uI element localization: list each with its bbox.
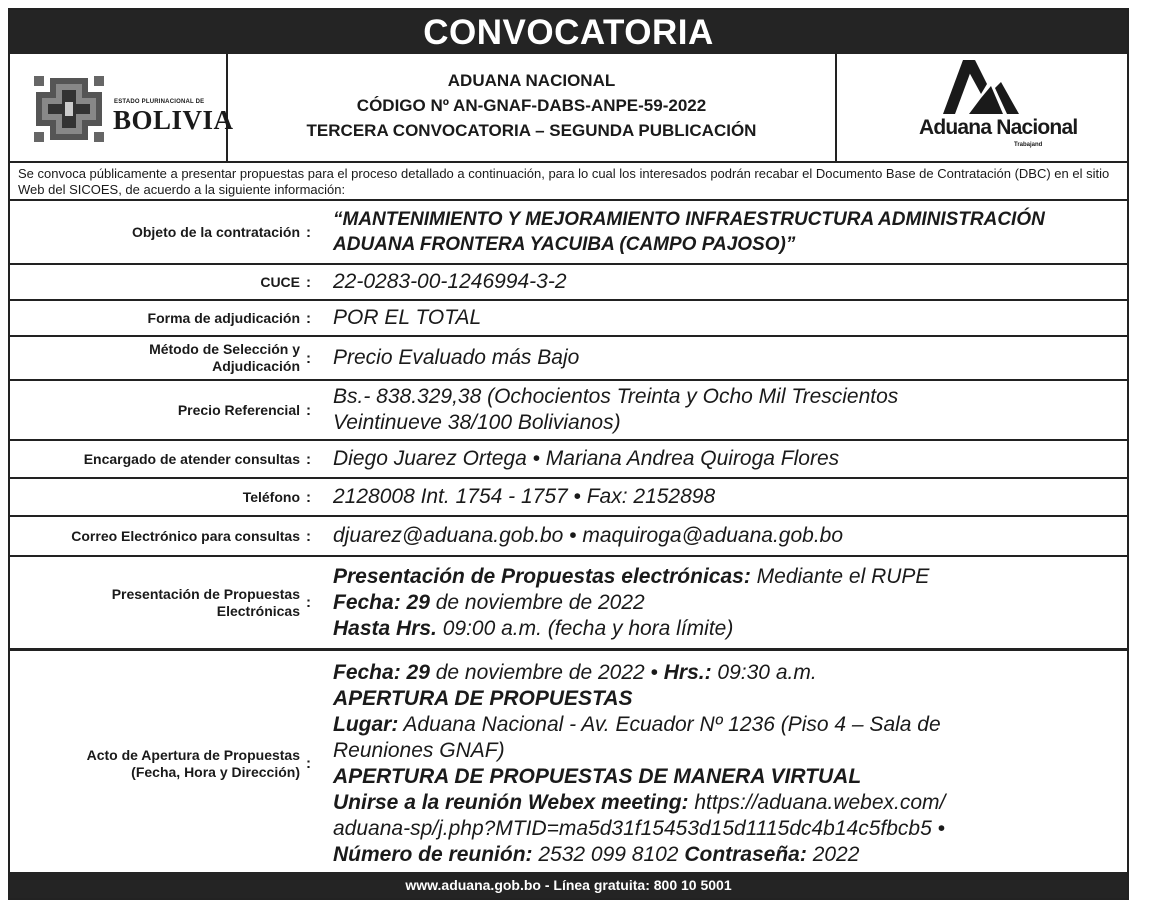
- header-center: [228, 54, 837, 161]
- value-metodo: Precio Evaluado más Bajo: [333, 346, 580, 369]
- header-line-code: CÓDIGO Nº AN-GNAF-DABS-ANPE-59-2022: [356, 96, 707, 115]
- value-presentacion: Presentación de Propuestas electrónicas: Mediante el RUPE Fecha: 29 de noviembre de 2022 Hasta Hrs. 09:00 a.m. (fecha y hora límite): [333, 564, 930, 640]
- value-precio: Bs.- 838.329,38 (Ochocientos Treinta y Ocho Mil Trescientos Veintinueve 38/100 Bolivianos): [333, 385, 899, 434]
- row-presentacion: Presentación de Propuestas Electrónicas : Presentación de Propuestas electrónicas: Mediante el RUPE Fecha: 29 de noviembre de 2022 Hasta Hrs. 09:00 a.m. (fecha y hora límite): [10, 557, 1127, 651]
- label-objeto: Objeto de la contratación: [131, 223, 300, 240]
- header-line-publication: TERCERA CONVOCATORIA – SEGUNDA PUBLICACIÓN: [306, 121, 757, 140]
- row-correo: Correo Electrónico para consultas : djuarez@aduana.gob.bo • maquiroga@aduana.gob.bo: [10, 517, 1127, 557]
- row-telefono: Teléfono : 2128008 Int. 1754 - 1757 • Fax: 2152898: [10, 479, 1127, 517]
- aduana-logo: [897, 58, 1077, 158]
- label-telefono: Teléfono: [242, 488, 300, 505]
- row-metodo: Método de Selección y Adjudicación : Precio Evaluado más Bajo: [10, 337, 1127, 381]
- label-forma: Forma de adjudicación: [147, 309, 300, 326]
- bolivia-logo: [32, 74, 234, 144]
- row-forma: Forma de adjudicación : POR EL TOTAL: [10, 301, 1127, 337]
- bolivia-emblem-icon: [32, 74, 106, 144]
- label-metodo: Método de Selección y Adjudicación: [149, 341, 300, 374]
- row-cuce: CUCE : 22-0283-00-1246994-3-2: [10, 265, 1127, 301]
- footer-bar: www.aduana.gob.bo - Línea gratuita: 800 10 5001: [10, 872, 1127, 898]
- value-forma: POR EL TOTAL: [333, 306, 482, 329]
- notice-header: [10, 54, 1127, 163]
- label-presentacion: Presentación de Propuestas Electrónicas: [111, 585, 300, 619]
- label-correo: Correo Electrónico para consultas: [71, 527, 300, 544]
- label-encargado: Encargado de atender consultas: [83, 450, 300, 467]
- row-apertura: Acto de Apertura de Propuestas (Fecha, Hora y Dirección) : Fecha: 29 de noviembre de 2022 • Hrs.: 09:30 a.m. APERTURA DE PROPUESTAS Lugar: Aduana Nacional - Av. Ecuador Nº 1236 (Piso 4 – Sala de Reuniones GNAF) APERTURA DE PROPUESTAS DE MANERA VIRTUAL Unirse a la reunión Webex meeting: https://aduana.webex.com/ aduana-sp/j.php?MTID=ma5d31f15453d15d1115dc4b14c5fbcb5 • Número de reunión: 2532 099 8102 Contraseña: 2022: [10, 651, 1127, 876]
- aduana-logo-tagline: Trabajand: [1014, 142, 1043, 148]
- intro-paragraph: Se convoca públicamente a presentar propuestas para el proceso detallado a continuación, para lo cual los interesados podrán recabar el Documento Base de Contratación (DBC) en el sitio Web del SICOES, de acuerdo a la siguiente información:: [10, 163, 1127, 201]
- value-apertura: Fecha: 29 de noviembre de 2022 • Hrs.: 09:30 a.m. APERTURA DE PROPUESTAS Lugar: Aduana Nacional - Av. Ecuador Nº 1236 (Piso 4 – Sala de Reuniones GNAF) APERTURA DE PROPUESTAS DE MANERA VIRTUAL Unirse a la reunión Webex meeting: https://aduana.webex.com/ aduana-sp/j.php?MTID=ma5d31f15453d15d1115dc4b14c5fbcb5 • Número de reunión: 2532 099 8102 Contraseña: 2022: [333, 660, 946, 866]
- bolivia-logo-cell: [10, 54, 234, 161]
- label-cuce: CUCE: [260, 273, 300, 290]
- bolivia-logo-small-text: ESTADO PLURINACIONAL DE: [114, 99, 205, 105]
- convocatoria-notice: [8, 8, 1129, 900]
- value-encargado: Diego Juarez Ortega • Mariana Andrea Quiroga Flores: [333, 447, 840, 470]
- aduana-logo-text: Aduana Nacional: [919, 116, 1078, 139]
- aduana-mountain-icon: [925, 58, 1045, 118]
- notice-title: CONVOCATORIA: [10, 10, 1127, 54]
- row-precio: Precio Referencial : Bs.- 838.329,38 (Ochocientos Treinta y Ocho Mil Trescientos Veintinueve 38/100 Bolivianos): [10, 381, 1127, 441]
- aduana-logo-cell: [837, 54, 1127, 161]
- label-precio: Precio Referencial: [177, 401, 300, 418]
- label-apertura: Acto de Apertura de Propuestas (Fecha, Hora y Dirección): [86, 746, 300, 780]
- value-correo: djuarez@aduana.gob.bo • maquiroga@aduana.gob.bo: [333, 524, 844, 547]
- value-objeto: “MANTENIMIENTO Y MEJORAMIENTO INFRAESTRUCTURA ADMINISTRACIÓN ADUANA FRONTERA YACUIBA (CAMPO PAJOSO)”: [333, 209, 1045, 255]
- header-line-entity: ADUANA NACIONAL: [447, 71, 616, 90]
- row-encargado: Encargado de atender consultas : Diego Juarez Ortega • Mariana Andrea Quiroga Flores: [10, 441, 1127, 479]
- value-telefono: 2128008 Int. 1754 - 1757 • Fax: 2152898: [333, 485, 716, 508]
- bolivia-logo-text: BOLIVIA: [113, 105, 234, 135]
- row-objeto: Objeto de la contratación : “MANTENIMIENTO Y MEJORAMIENTO INFRAESTRUCTURA ADMINISTRACIÓN ADUANA FRONTERA YACUIBA (CAMPO PAJOSO)”: [10, 201, 1127, 265]
- value-cuce: 22-0283-00-1246994-3-2: [333, 270, 567, 293]
